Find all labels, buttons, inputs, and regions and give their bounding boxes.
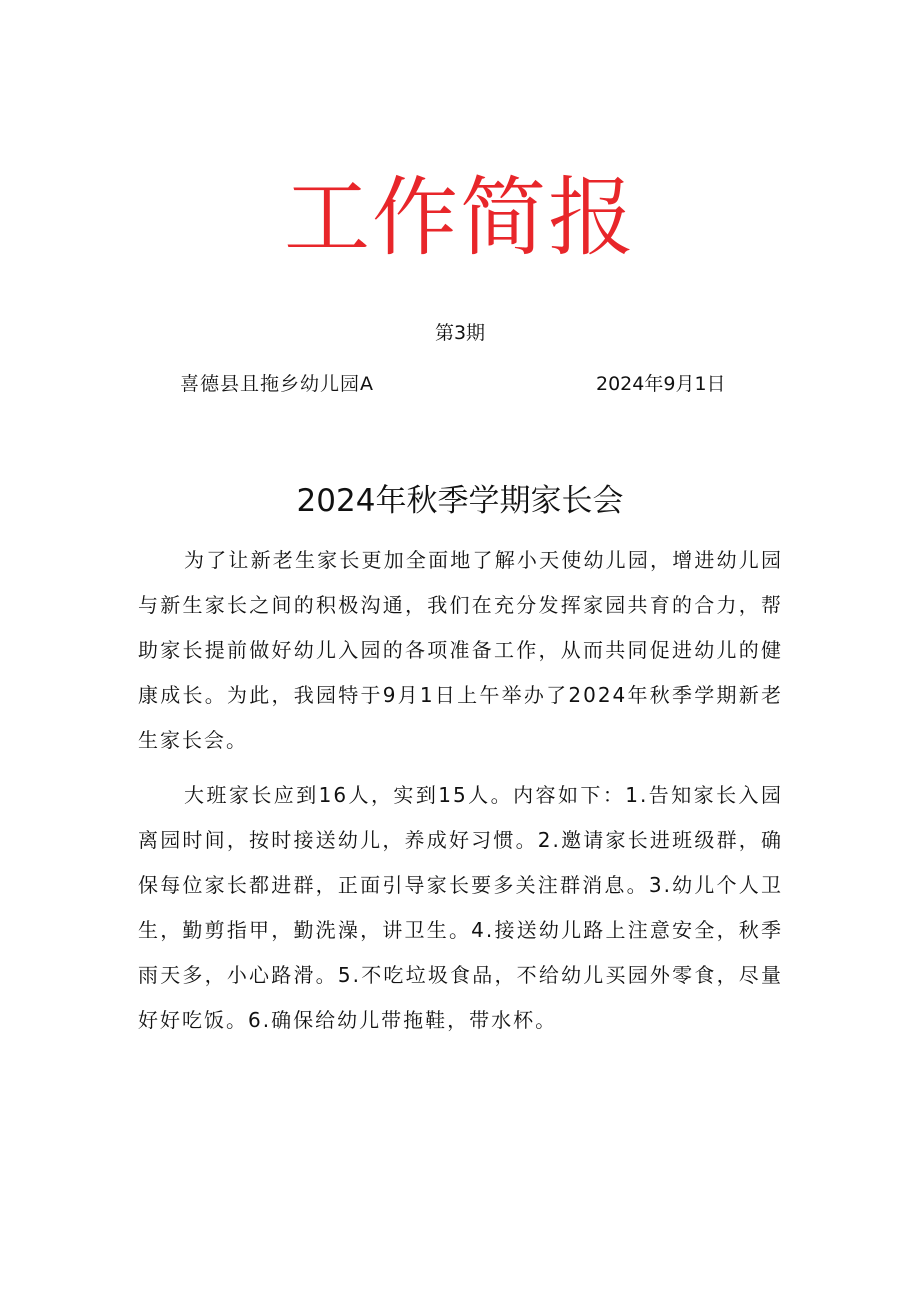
article-title: 2024年秋季学期家长会: [296, 483, 624, 519]
article-paragraph: 为了让新老生家长更加全面地了解小天使幼儿园，增进幼儿园与新生家长之间的积极沟通，我们在充分发挥家园共育的合力，帮助家长提前做好幼儿入园的各项准备工作，从而共同促进幼儿的健康成长。为此，我园特于9月1日上午举办了2024年秋季学期新老生家长会。: [138, 548, 783, 752]
organization-name: 喜德县且拖乡幼儿园A: [180, 373, 374, 395]
publish-date: 2024年9月1日: [596, 373, 726, 395]
article-paragraph: 大班家长应到16人，实到15人。内容如下：1.告知家长入园离园时间，按时接送幼儿，养成好习惯。2.邀请家长进班级群，确保每位家长都进群，正面引导家长要多关注群消息。3.幼儿个人卫生，勤剪指甲，勤洗澡，讲卫生。4.接送幼儿路上注意安全，秋季雨天多，小心路滑。5.不吃垃圾食品，不给幼儿买园外零食，尽量好好吃饭。6.确保给幼儿带拖鞋，带水杯。: [138, 783, 783, 1032]
issue-number: 第3期: [434, 322, 486, 344]
article-body: [138, 538, 783, 1053]
newsletter-masthead: 工作简报: [284, 168, 636, 268]
